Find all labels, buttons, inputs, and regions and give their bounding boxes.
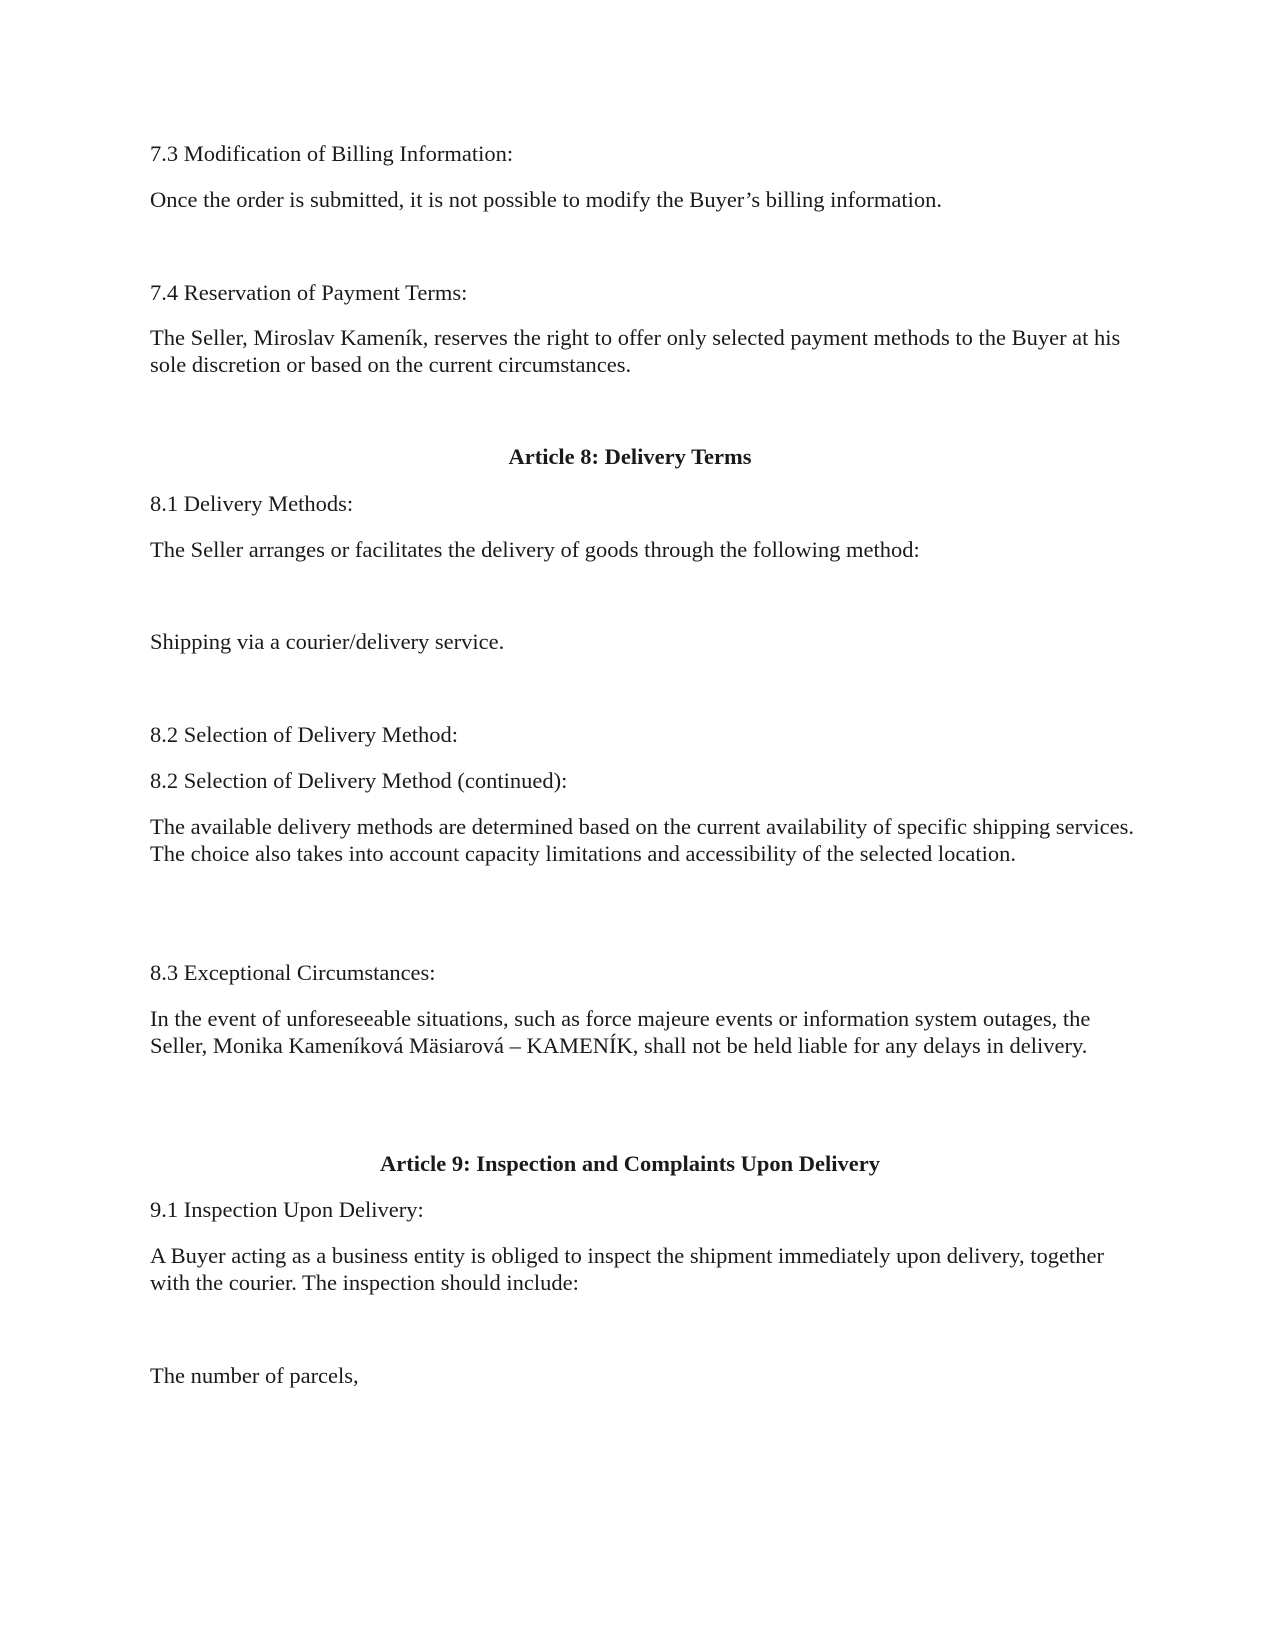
- section-8-1-item: Shipping via a courier/delivery service.: [150, 629, 505, 654]
- section-8-2-continued-title: 8.2 Selection of Delivery Method (continued):: [150, 768, 568, 793]
- section-7-3-title: 7.3 Modification of Billing Information:: [150, 141, 514, 166]
- section-9-1-body: A Buyer acting as a business entity is obliged to inspect the shipment immediately upon delivery, together with the courier. The inspection should include:: [150, 1243, 1104, 1295]
- section-7-4-title: 7.4 Reservation of Payment Terms:: [150, 280, 468, 305]
- section-8-3-body: In the event of unforeseeable situations, such as force majeure events or information system outages, the Seller, Monika Kameníková Mäsiarová – KAMENÍK, shall not be held liable for any delays in delivery.: [150, 1006, 1091, 1058]
- article-8-heading: Article 8: Delivery Terms: [508, 444, 752, 469]
- section-7-4-body: The Seller, Miroslav Kameník, reserves the right to offer only selected payment methods to the Buyer at his sole discretion or based on the current circumstances.: [150, 325, 1121, 377]
- section-9-1-title: 9.1 Inspection Upon Delivery:: [150, 1197, 424, 1222]
- section-7-3-body: Once the order is submitted, it is not possible to modify the Buyer’s billing information.: [150, 187, 942, 212]
- section-8-1-body: The Seller arranges or facilitates the delivery of goods through the following method:: [150, 537, 920, 562]
- section-8-1-title: 8.1 Delivery Methods:: [150, 491, 354, 516]
- section-8-2-body: The available delivery methods are determined based on the current availability of specific shipping services. The choice also takes into account capacity limitations and accessibility of the selected location.: [150, 814, 1135, 866]
- article-9-heading: Article 9: Inspection and Complaints Upon Delivery: [380, 1151, 880, 1176]
- section-8-2-title: 8.2 Selection of Delivery Method:: [150, 722, 459, 747]
- section-9-1-item: The number of parcels,: [150, 1363, 359, 1388]
- section-8-3-title: 8.3 Exceptional Circumstances:: [150, 960, 436, 985]
